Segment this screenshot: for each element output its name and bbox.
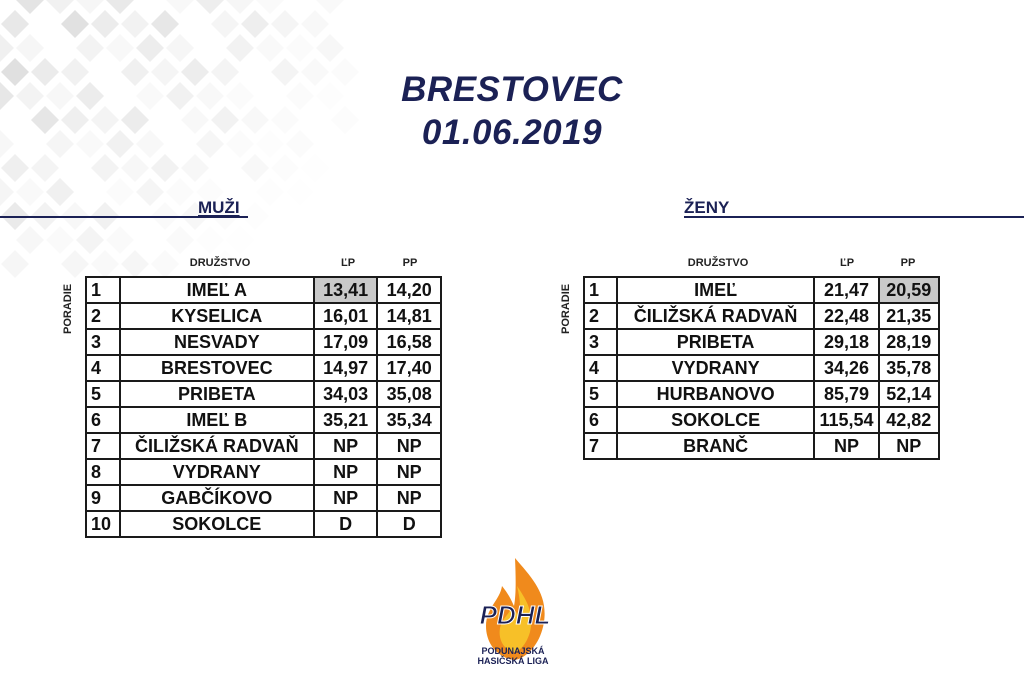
pp-time-cell: NP: [377, 485, 441, 511]
background-diamond: [1, 154, 29, 182]
rank-cell: 8: [86, 459, 120, 485]
rank-cell: 2: [86, 303, 120, 329]
men-table-row: [86, 485, 441, 511]
men-table-row: [86, 433, 441, 459]
team-name-cell: BRESTOVEC: [120, 355, 314, 381]
background-diamond: [91, 10, 119, 38]
team-name-cell: SOKOLCE: [120, 511, 314, 537]
women-table-row: [584, 329, 939, 355]
pp-time-cell: 35,34: [377, 407, 441, 433]
background-diamond: [106, 178, 134, 206]
pp-time-cell: 35,08: [377, 381, 441, 407]
background-diamond: [76, 34, 104, 62]
lp-time-cell: 21,47: [814, 277, 878, 303]
background-diamond: [136, 178, 164, 206]
women-table-row: [584, 355, 939, 381]
background-diamond: [166, 226, 194, 254]
lp-time-cell: D: [314, 511, 378, 537]
lp-time-cell: 14,97: [314, 355, 378, 381]
background-diamond: [76, 0, 104, 14]
pp-time-cell: 17,40: [377, 355, 441, 381]
lp-time-cell: 29,18: [814, 329, 878, 355]
rank-cell: 7: [584, 433, 617, 459]
lp-time-cell: 17,09: [314, 329, 378, 355]
rank-cell: 7: [86, 433, 120, 459]
pp-time-cell: D: [377, 511, 441, 537]
background-diamond: [61, 10, 89, 38]
team-name-cell: SOKOLCE: [617, 407, 815, 433]
background-diamond: [166, 178, 194, 206]
background-diamond: [241, 154, 269, 182]
background-diamond: [91, 154, 119, 182]
women-table-row: [584, 433, 939, 459]
background-diamond: [166, 0, 194, 14]
background-diamond: [256, 34, 284, 62]
rank-cell: 4: [86, 355, 120, 381]
team-name-cell: BRANČ: [617, 433, 815, 459]
background-diamond: [301, 154, 329, 182]
background-diamond: [256, 178, 284, 206]
rank-cell: 5: [86, 381, 120, 407]
background-diamond: [226, 0, 254, 14]
background-diamond: [151, 154, 179, 182]
team-name-cell: IMEĽ B: [120, 407, 314, 433]
background-diamond: [106, 0, 134, 14]
background-diamond: [0, 178, 14, 206]
team-name-cell: PRIBETA: [120, 381, 314, 407]
pp-time-cell: 21,35: [879, 303, 939, 329]
background-diamond: [16, 0, 44, 14]
background-diamond: [1, 250, 29, 278]
background-diamond: [16, 178, 44, 206]
men-section-title: MUŽI: [198, 198, 240, 217]
rank-cell: 1: [86, 277, 120, 303]
lp-time-cell: 34,26: [814, 355, 878, 381]
logo-line2: HASIČSKÁ LIGA: [477, 656, 549, 666]
lp-time-cell: 85,79: [814, 381, 878, 407]
pp-time-cell: 42,82: [879, 407, 939, 433]
women-divider-line: [684, 216, 1024, 218]
men-rank-side-label: PORADIE: [62, 283, 74, 334]
rank-cell: 2: [584, 303, 617, 329]
team-name-cell: GABČÍKOVO: [120, 485, 314, 511]
background-diamond: [316, 34, 344, 62]
background-diamond: [316, 0, 344, 14]
pp-time-cell: 20,59: [879, 277, 939, 303]
event-place-title: BRESTOVEC: [401, 70, 623, 109]
background-diamond: [196, 226, 224, 254]
background-diamond: [196, 0, 224, 14]
event-date-title: 01.06.2019: [421, 113, 603, 152]
pp-time-cell: 14,81: [377, 303, 441, 329]
rank-cell: 10: [86, 511, 120, 537]
lp-time-cell: 22,48: [814, 303, 878, 329]
background-diamond: [121, 250, 149, 278]
women-table-row: [584, 381, 939, 407]
team-name-cell: ČILIŽSKÁ RADVAŇ: [120, 433, 314, 459]
background-diamond: [166, 34, 194, 62]
men-table-row: [86, 355, 441, 381]
lp-time-cell: NP: [314, 433, 378, 459]
background-diamond: [271, 10, 299, 38]
background-diamond: [106, 34, 134, 62]
men-col-pp-header: PP: [402, 257, 418, 269]
team-name-cell: VYDRANY: [120, 459, 314, 485]
lp-time-cell: 13,41: [314, 277, 378, 303]
background-diamond: [46, 178, 74, 206]
rank-cell: 6: [584, 407, 617, 433]
team-name-cell: IMEĽ A: [120, 277, 314, 303]
pp-time-cell: 52,14: [879, 381, 939, 407]
background-diamond: [181, 154, 209, 182]
rank-cell: 1: [584, 277, 617, 303]
background-diamond: [46, 0, 74, 14]
pp-time-cell: 14,20: [377, 277, 441, 303]
rank-cell: 3: [584, 329, 617, 355]
logo-line1: PODUNAJSKÁ: [481, 646, 545, 656]
background-diamond: [226, 34, 254, 62]
background-diamond: [31, 154, 59, 182]
women-col-lp-header: ĽP: [839, 257, 855, 269]
women-results-table: [583, 276, 940, 460]
men-col-team-header: DRUŽSTVO: [189, 257, 251, 269]
men-table-row: [86, 303, 441, 329]
women-table-row: [584, 407, 939, 433]
pp-time-cell: 35,78: [879, 355, 939, 381]
background-diamond: [16, 226, 44, 254]
team-name-cell: KYSELICA: [120, 303, 314, 329]
rank-cell: 9: [86, 485, 120, 511]
team-name-cell: HURBANOVO: [617, 381, 815, 407]
men-table-row: [86, 277, 441, 303]
lp-time-cell: NP: [314, 485, 378, 511]
rank-cell: 4: [584, 355, 617, 381]
background-diamond: [226, 226, 254, 254]
men-col-lp-header: ĽP: [340, 257, 356, 269]
background-diamond: [286, 178, 314, 206]
background-diamond: [151, 10, 179, 38]
women-rank-side-label: PORADIE: [560, 283, 572, 334]
lp-time-cell: 16,01: [314, 303, 378, 329]
background-diamond: [256, 0, 284, 14]
team-name-cell: ČILIŽSKÁ RADVAŇ: [617, 303, 815, 329]
background-diamond: [1, 10, 29, 38]
background-diamond: [121, 154, 149, 182]
background-diamond: [301, 10, 329, 38]
men-table-row: [86, 511, 441, 537]
pp-time-cell: 16,58: [377, 329, 441, 355]
background-diamond: [211, 10, 239, 38]
background-diamond: [61, 250, 89, 278]
team-name-cell: NESVADY: [120, 329, 314, 355]
pp-time-cell: NP: [377, 433, 441, 459]
background-diamond: [91, 250, 119, 278]
men-table-row: [86, 459, 441, 485]
background-diamond: [121, 10, 149, 38]
background-diamond: [136, 34, 164, 62]
pp-time-cell: NP: [377, 459, 441, 485]
pp-time-cell: 28,19: [879, 329, 939, 355]
women-table-row: [584, 303, 939, 329]
men-table-row: [86, 407, 441, 433]
team-name-cell: IMEĽ: [617, 277, 815, 303]
lp-time-cell: 115,54: [814, 407, 878, 433]
team-name-cell: VYDRANY: [617, 355, 815, 381]
background-diamond: [241, 10, 269, 38]
rank-cell: 6: [86, 407, 120, 433]
background-diamond: [151, 250, 179, 278]
lp-time-cell: NP: [314, 459, 378, 485]
background-diamond: [0, 34, 14, 62]
rank-cell: 5: [584, 381, 617, 407]
background-diamond: [16, 34, 44, 62]
men-table-row: [86, 381, 441, 407]
lp-time-cell: 34,03: [314, 381, 378, 407]
background-diamond: [106, 226, 134, 254]
background-diamond: [76, 226, 104, 254]
men-table-row: [86, 329, 441, 355]
lp-time-cell: NP: [814, 433, 878, 459]
women-col-pp-header: PP: [900, 257, 916, 269]
men-results-table: [85, 276, 442, 538]
background-diamond: [46, 226, 74, 254]
rank-cell: 3: [86, 329, 120, 355]
team-name-cell: PRIBETA: [617, 329, 815, 355]
background-diamond: [286, 34, 314, 62]
lp-time-cell: 35,21: [314, 407, 378, 433]
women-section-title: ŽENY: [684, 198, 730, 217]
background-diamond: [271, 154, 299, 182]
logo-mark-text: PDHL: [479, 600, 551, 630]
women-col-team-header: DRUŽSTVO: [687, 257, 749, 269]
women-table-row: [584, 277, 939, 303]
pp-time-cell: NP: [879, 433, 939, 459]
